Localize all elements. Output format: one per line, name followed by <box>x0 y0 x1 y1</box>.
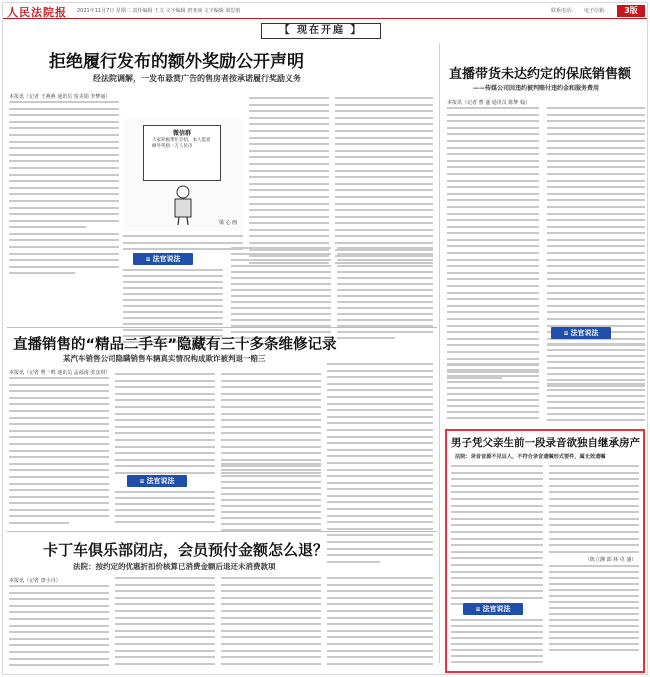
article1-commentary-3 <box>337 247 433 343</box>
article4-column-2 <box>115 577 215 669</box>
article2-subtitle: ——传媒公司因违约被判赔付违约金和服务费用 <box>473 85 600 92</box>
article4-column-1 <box>9 585 109 671</box>
article5-commentary-2 <box>549 565 639 655</box>
article5-title: 男子凭父亲生前一段录音欲独自继承房产 <box>451 437 640 449</box>
article3-commentary-1 <box>115 491 215 527</box>
article2-law-tag: ≡ 法官说法 <box>551 327 611 339</box>
article3-byline: 本报讯（记者 曹一鸣 通讯员 孟福南 张彦琪） <box>9 370 111 376</box>
cartoon-credit: 梁 心 画 <box>219 220 238 226</box>
section-tag: 【 现在开庭 】 <box>261 23 381 39</box>
article4-column-3 <box>221 577 321 669</box>
article3-column-2 <box>115 373 215 479</box>
column-divider <box>439 43 440 663</box>
page-number-badge: 3版 <box>617 5 645 17</box>
article3-subtitle: 某汽车销售公司隐瞒销售车辆真实情况构成欺诈被判退一赔三 <box>63 354 266 363</box>
article1-title: 拒绝履行发布的额外奖励公开声明 <box>49 52 304 72</box>
article1-divider <box>7 327 437 328</box>
article4-byline: 本报讯（记者 唐小丹） <box>9 578 61 584</box>
article3-column-4 <box>327 363 433 567</box>
article2-column-1 <box>447 107 539 384</box>
article2-column-2 <box>547 107 645 351</box>
board-title: 微信群 <box>172 130 191 137</box>
article1-column-3 <box>335 97 433 268</box>
masthead <box>3 3 648 19</box>
article3-divider <box>7 531 437 532</box>
article1-column-1 <box>9 101 119 279</box>
article2-byline: 本报讯（记者 曹 盛 通讯员 陈梦 翰） <box>447 100 530 106</box>
article1-law-tag: ≡ 法官说法 <box>133 253 193 265</box>
article4-column-4 <box>327 577 433 669</box>
article2-commentary-2 <box>447 363 539 423</box>
article5-byline: （陈立渊 邱 林 卓 盛） <box>585 557 637 563</box>
article5-law-tag: ≡ 法官说法 <box>463 603 523 615</box>
article1-column-2 <box>249 97 329 268</box>
article4-title: 卡丁车俱乐部闭店，会员预付金额怎么退？ <box>43 541 329 559</box>
article1-column-1b <box>123 235 243 255</box>
article3-commentary-2 <box>221 463 321 535</box>
wechat-group-board <box>143 125 221 181</box>
newspaper-logo: 人民法院报 <box>7 6 67 19</box>
person-figure-icon <box>169 185 197 225</box>
article5-column-1 <box>451 465 543 610</box>
article4-subtitle: 法院：按约定的优惠折扣价核算已消费金额后退还未消费款项 <box>73 562 276 571</box>
article1-subtitle: 经法院调解，一发布悬赏广告的售房者按承诺履行奖励义务 <box>93 73 301 83</box>
article3-column-1 <box>9 377 109 529</box>
newspaper-page <box>2 2 648 675</box>
article5-column-2 <box>549 465 639 557</box>
article2-title: 直播带货未达约定的保底销售额 <box>449 67 632 82</box>
section-tag-label: 现在开庭 <box>297 25 345 36</box>
issue-meta: 2021年11月7日 星期二 责任编辑 王文 文字编辑 唐亚丽 文字编辑 梁思雨 <box>77 8 241 14</box>
phone-label: 联系电话： <box>551 8 577 14</box>
article1-illustration <box>123 119 243 231</box>
article5-commentary-1 <box>451 619 543 667</box>
article3-title: 直播销售的“精品二手车”隐藏有三十多条维修记录 <box>13 337 337 353</box>
article3-law-tag: ≡ 法官说法 <box>127 475 187 487</box>
article1-byline: 本报讯（记者 王燕燕 通讯员 贺美娟 李梦丽） <box>9 94 111 100</box>
contact-meta <box>551 7 609 14</box>
article2-commentary-3 <box>547 383 645 425</box>
article5-subtitle: 法院：录音音源不见证人，不符合录音遗嘱形式要件，属无效遗嘱 <box>455 454 606 460</box>
article1-commentary-2 <box>231 247 331 343</box>
board-text: 大家积极帮忙介绍，本人愿意额外奖励一万人民币 <box>152 138 211 149</box>
email-label: 电子信箱： <box>583 8 609 14</box>
